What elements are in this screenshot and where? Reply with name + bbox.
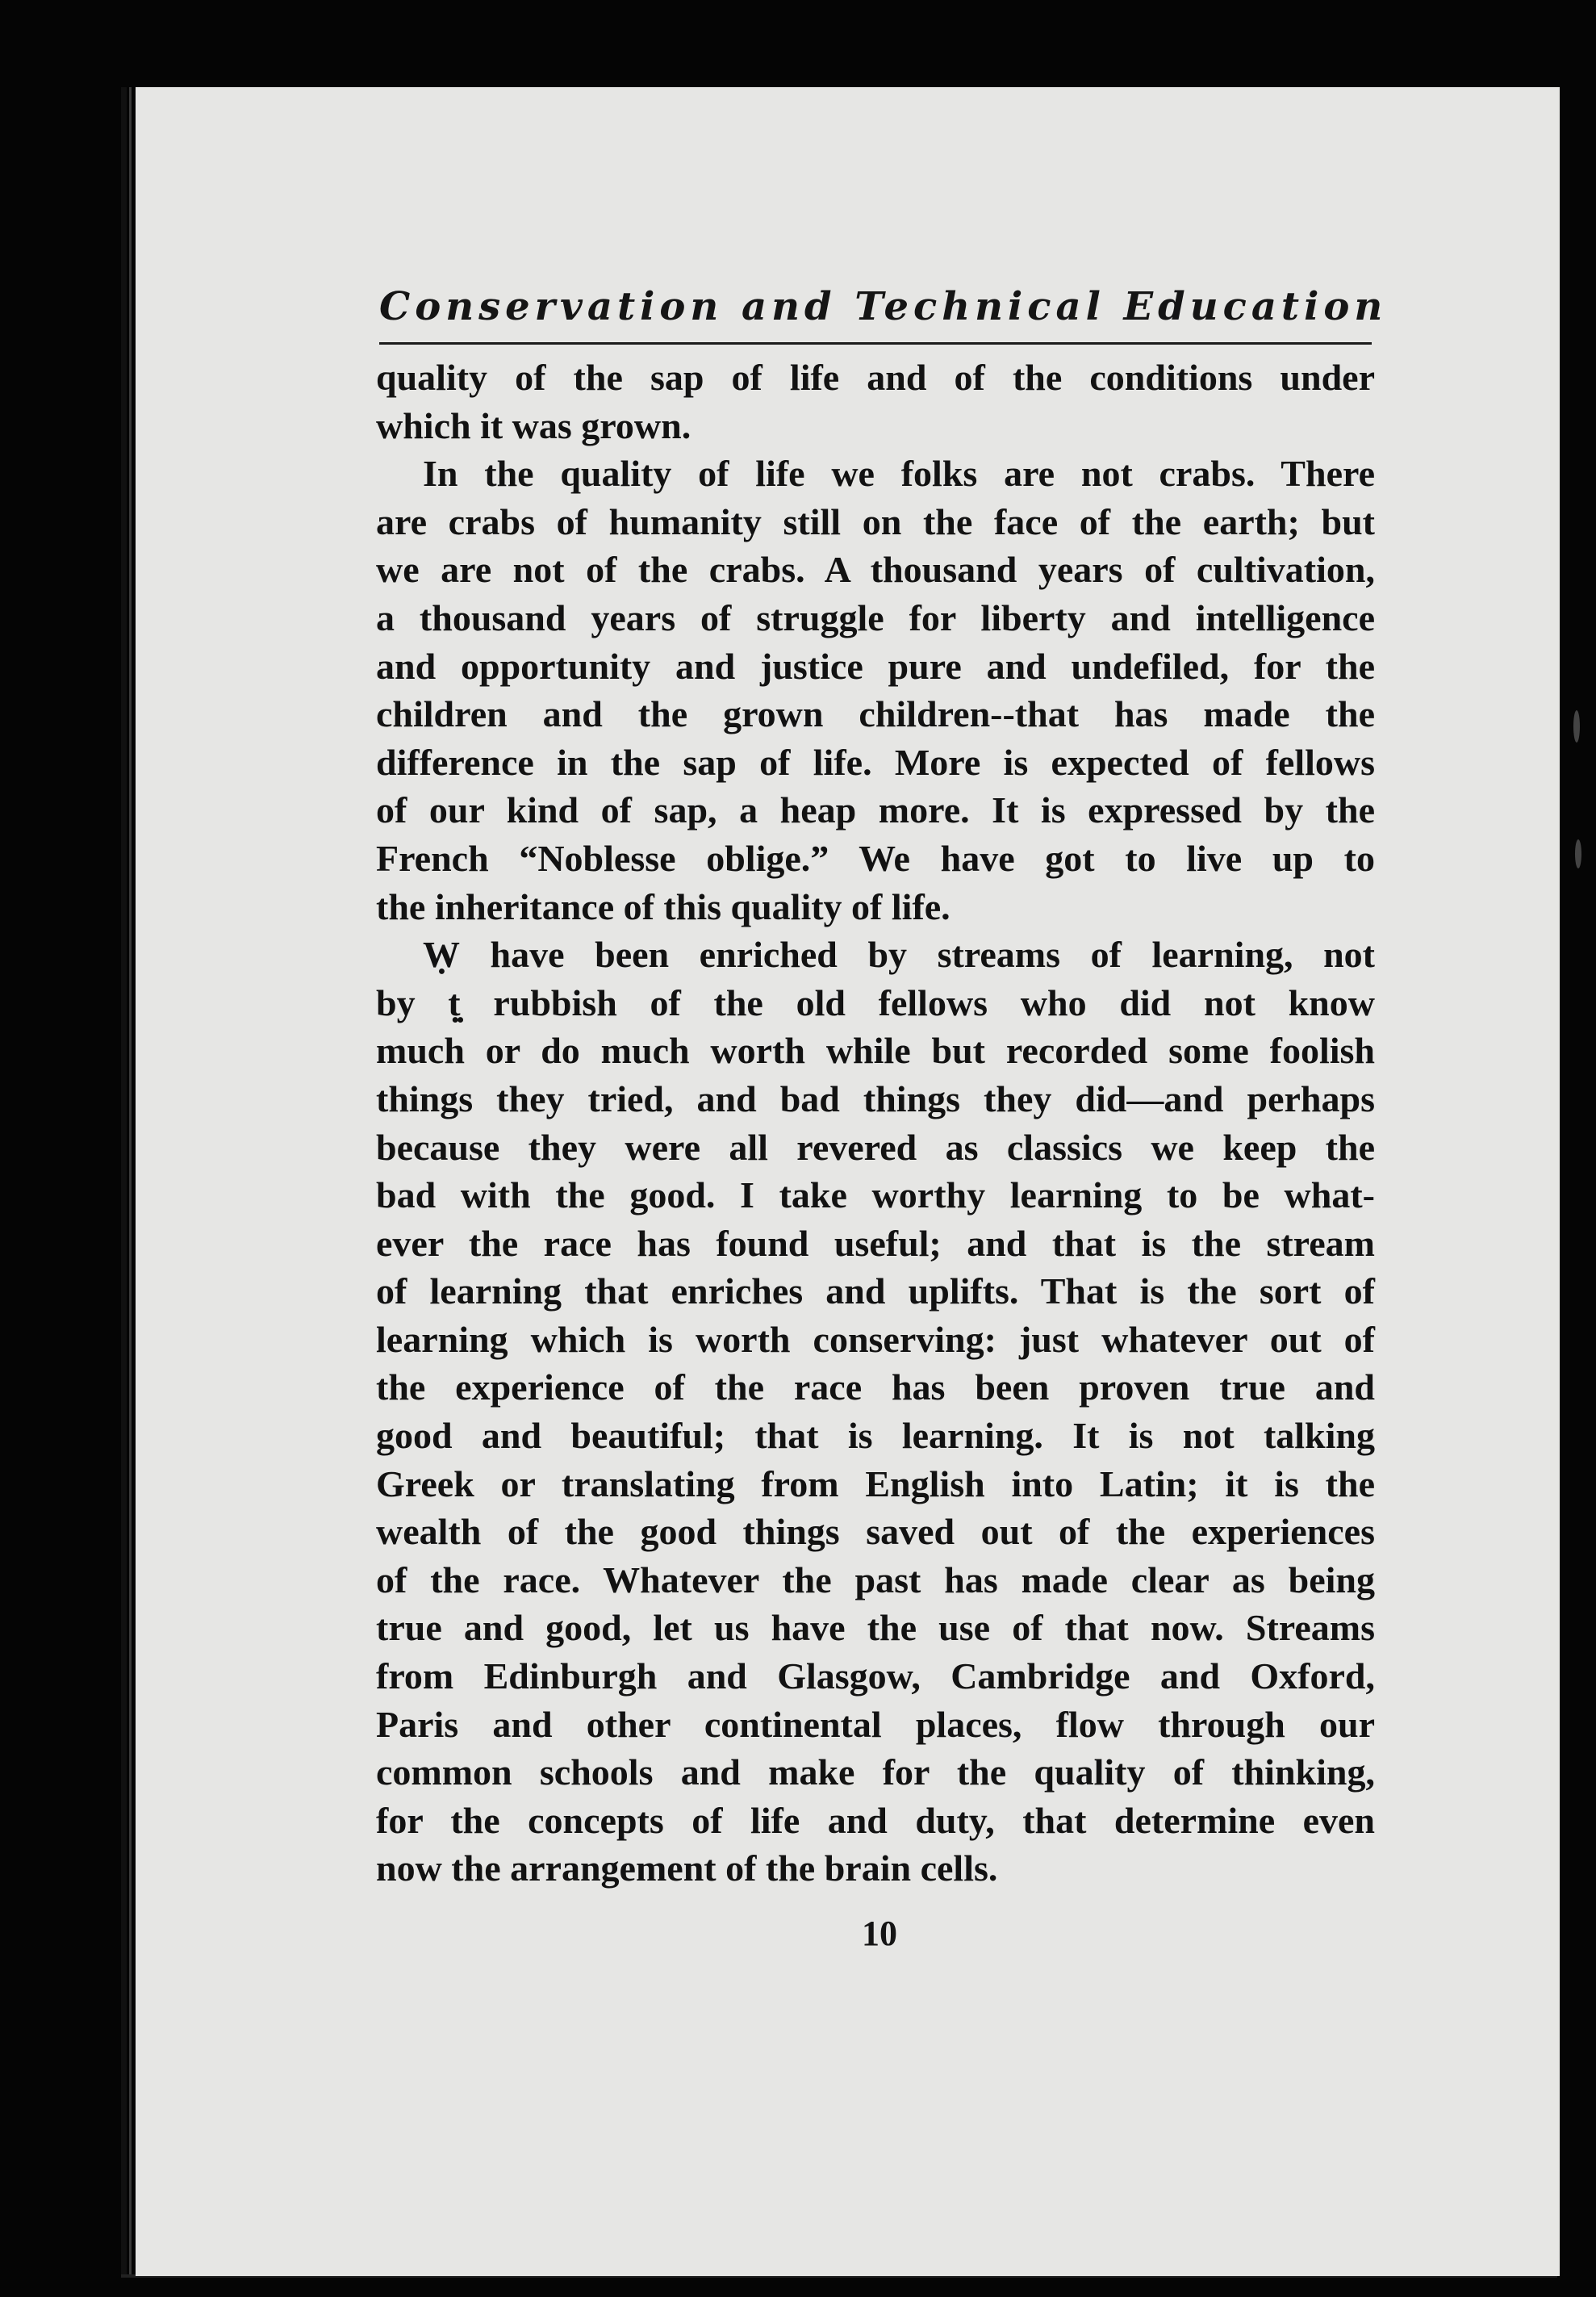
text-line: of the race. Whatever the past has made clear as being [376, 1559, 1375, 1600]
text-line: much or do much worth while but recorded some foolish [376, 1030, 1375, 1072]
text-line: the experience of the race has been proven true and [376, 1366, 1375, 1408]
text-line: In the quality of life we folks are not crabs. There [423, 453, 1375, 495]
text-line: Ẉ have been enriched by streams of learning, not [423, 934, 1375, 976]
text-line: bad with the good. I take worthy learning to be what- [376, 1174, 1375, 1216]
text-line: common schools and make for the quality of thinking, [376, 1751, 1375, 1793]
text-line: now the arrangement of the brain cells. [376, 1847, 998, 1889]
text-line: true and good, let us have the use of that now. Streams [376, 1607, 1375, 1649]
text-line: by ṭ̣ rubbish of the old fellows who did not know [376, 981, 1375, 1023]
running-head: Conservation and Technical Education [379, 284, 1388, 329]
text-line: because they were all revered as classics we keep the [376, 1126, 1375, 1168]
paragraph-2 [376, 450, 1375, 931]
text-line: Greek or translating from English into Latin; it is the [376, 1462, 1375, 1504]
text-line: difference in the sap of life. More is expected of fellows [376, 741, 1375, 783]
text-line: are crabs of humanity still on the face of the earth; but [376, 500, 1375, 542]
text-line: of our kind of sap, a heap more. It is expressed by the [376, 789, 1375, 831]
scan-speck [1573, 710, 1580, 743]
running-head-rule [379, 342, 1372, 345]
text-line: children and the grown children--that has made the [376, 693, 1375, 735]
text-line: the inheritance of this quality of life. [376, 885, 950, 927]
page-number: 10 [862, 1914, 897, 1953]
page-left-edge [121, 87, 127, 2276]
text-line: learning which is worth conserving: just whatever out of [376, 1318, 1375, 1360]
text-line: Paris and other continental places, flow through our [376, 1703, 1375, 1745]
text-line: a thousand years of struggle for liberty and intelligence [376, 596, 1375, 638]
text-line: French “Noblesse oblige.” We have got to live up to [376, 837, 1375, 879]
text-line: which it was grown. [376, 404, 691, 446]
scan-speck [1575, 839, 1581, 868]
text-line: wealth of the good things saved out of the experiences [376, 1511, 1375, 1553]
page-left-edge-inner [129, 87, 132, 2276]
text-line: and opportunity and justice pure and undefiled, for the [376, 645, 1375, 687]
text-line: things they tried, and bad things they did—and perhaps [376, 1077, 1375, 1119]
text-line: from Edinburgh and Glasgow, Cambridge and Oxford, [376, 1655, 1375, 1697]
page-body [376, 354, 1375, 1893]
text-line: of learning that enriches and uplifts. That is the sort of [376, 1270, 1375, 1312]
paragraph-3 [376, 931, 1375, 1893]
text-line: we are not of the crabs. A thousand years of cultivation, [376, 549, 1375, 591]
text-line: ever the race has found useful; and that is the stream [376, 1222, 1375, 1264]
text-line: for the concepts of life and duty, that determine even [376, 1799, 1375, 1841]
text-line: good and beautiful; that is learning. It is not talking [376, 1415, 1375, 1457]
paragraph-1 [376, 354, 1375, 450]
text-line: quality of the sap of life and of the conditions under [376, 357, 1375, 398]
